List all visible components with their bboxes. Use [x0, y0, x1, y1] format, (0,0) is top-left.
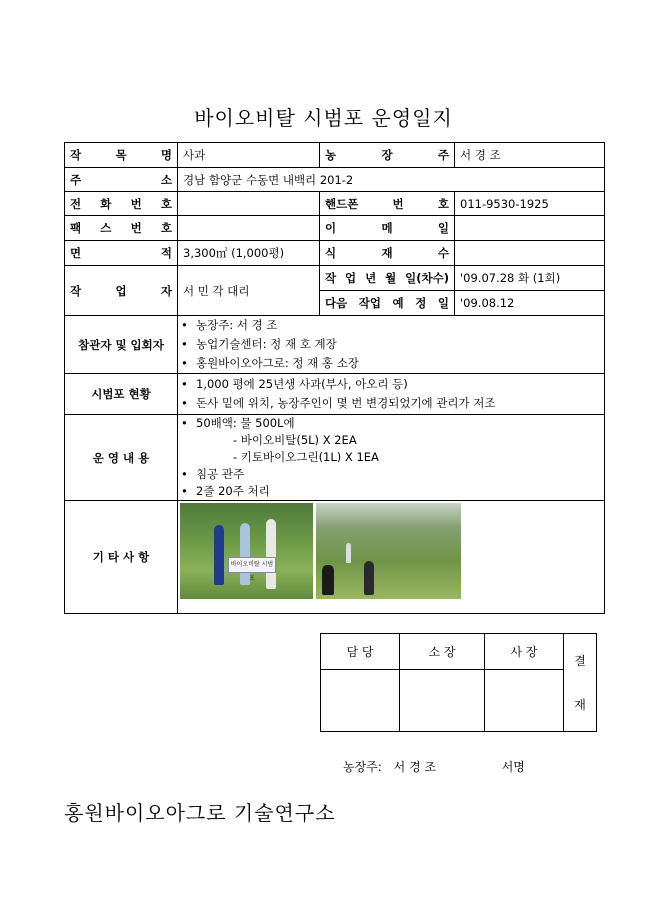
signature-label: 농장주: — [343, 760, 382, 774]
approval-col-director: 소 장 — [400, 634, 485, 670]
etc-label: 기 타 사 항 — [65, 501, 178, 614]
operation-list — [178, 415, 604, 500]
person-figure — [214, 525, 224, 585]
document-title: 바이오비탈 시범포 운영일지 — [194, 106, 453, 130]
worker-label: 작 업 자 — [65, 266, 178, 316]
farmer-label: 농 장 주 — [320, 143, 455, 168]
approval-side-top: 결 — [574, 653, 586, 668]
attendees-list — [178, 316, 604, 373]
status-label: 시범포 현황 — [65, 374, 178, 415]
crop-label: 작 목 명 — [65, 143, 178, 168]
approval-sign-box — [485, 670, 564, 732]
email-value — [455, 216, 605, 241]
area-value: 3,300㎡ (1,000평) — [178, 241, 320, 266]
footer-organization: 홍원바이오아그로 기술연구소 — [64, 801, 336, 825]
area-label: 면 적 — [65, 241, 178, 266]
list-item: • 2줄 20주 처리 — [178, 483, 604, 500]
operation-sub-1: - 바이오비탈(5L) X 2EA — [233, 433, 357, 447]
list-item: • 홍원바이오아그로: 정 재 홍 소장 — [178, 354, 604, 373]
person-figure — [364, 561, 374, 595]
approval-side — [564, 634, 597, 732]
list-item: • 농업기술센터: 정 재 호 계장 — [178, 335, 604, 354]
email-label: 이 메 일 — [320, 216, 455, 241]
status-list — [178, 375, 604, 413]
approval-sign-box — [321, 670, 400, 732]
address-value: 경남 함양군 수동면 내백리 201-2 — [178, 168, 605, 192]
work-date-label: 작 업 년 월 일(차수) — [320, 266, 455, 291]
address-label: 주 소 — [65, 168, 178, 192]
approval-side-bottom: 재 — [574, 697, 586, 712]
info-table — [64, 142, 605, 614]
list-item — [178, 415, 604, 466]
next-date-label: 다음 작업 예 정 일 — [320, 291, 455, 316]
fax-label: 팩 스 번 호 — [65, 216, 178, 241]
trial-sign: 바이오비탈 시범포 — [228, 557, 276, 573]
fax-value — [178, 216, 320, 241]
planting-value — [455, 241, 605, 266]
farmer-value: 서 경 조 — [455, 143, 605, 168]
work-date-value: '09.07.28 화 (1회) — [455, 266, 605, 291]
next-date-value: '09.08.12 — [455, 291, 605, 316]
operation-sub-2: - 키토바이오그린(1L) X 1EA — [233, 450, 379, 464]
list-item: • 침공 관주 — [178, 466, 604, 483]
list-item: • 돈사 밑에 위치, 농장주인이 몇 번 변경되었기에 관리가 저조 — [178, 394, 604, 413]
phone-value — [178, 192, 320, 216]
planting-label: 식 재 수 — [320, 241, 455, 266]
operation-label: 운 영 내 용 — [65, 415, 178, 501]
mobile-label: 핸드폰 번 호 — [320, 192, 455, 216]
list-item: • 1,000 평에 25년생 사과(부사, 아오리 등) — [178, 375, 604, 394]
orchard-photo-1 — [180, 503, 313, 599]
approval-table — [320, 633, 597, 732]
signature-name: 서 경 조 — [393, 760, 437, 774]
approval-col-manager: 담 당 — [321, 634, 400, 670]
approval-sign-box — [400, 670, 485, 732]
person-figure — [266, 519, 276, 589]
crop-value: 사과 — [178, 143, 320, 168]
phone-label: 전 화 번 호 — [65, 192, 178, 216]
photo-cell — [178, 501, 605, 614]
list-item: • 농장주: 서 경 조 — [178, 316, 604, 335]
orchard-photo-2 — [316, 503, 461, 599]
person-figure — [346, 543, 351, 563]
person-figure — [322, 565, 334, 595]
signature-sign: 서명 — [501, 760, 525, 774]
approval-col-president: 사 장 — [485, 634, 564, 670]
attendees-label: 참관자 및 입회자 — [65, 316, 178, 374]
signature-line — [343, 758, 525, 775]
mobile-value: 011-9530-1925 — [455, 192, 605, 216]
worker-value: 서 민 각 대리 — [178, 266, 320, 316]
operation-dilution: 50배액: 물 500L에 — [196, 416, 295, 430]
